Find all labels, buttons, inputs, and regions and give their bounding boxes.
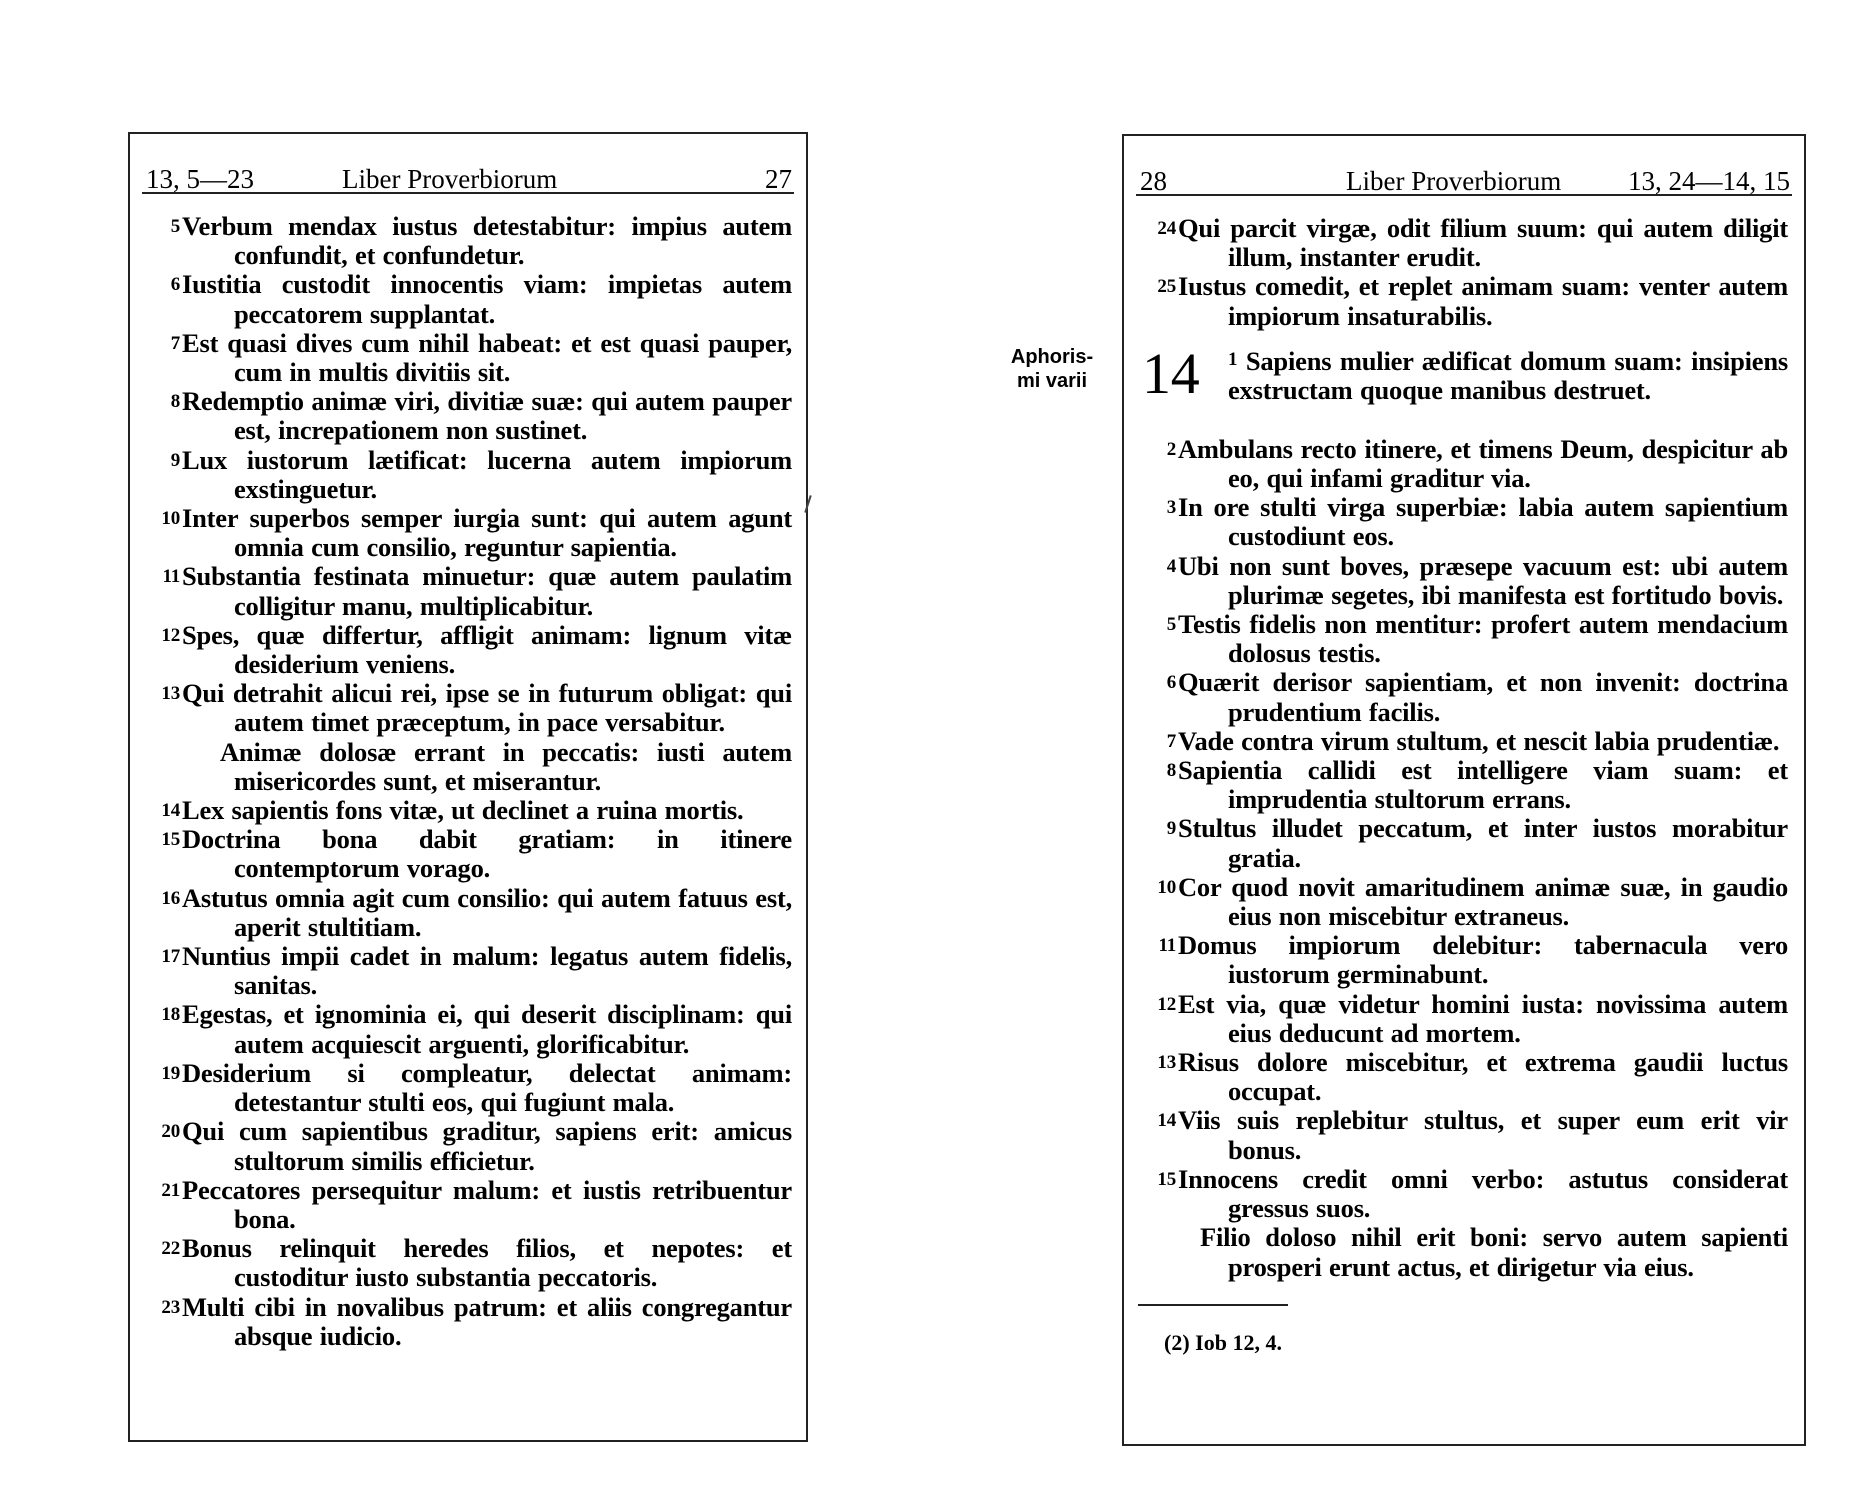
left-page-header (142, 148, 794, 194)
verse-number: 23 (161, 1296, 180, 1318)
verse (144, 621, 792, 679)
verse-number: 15 (1157, 1168, 1176, 1190)
verse-text: Bonus relinquit heredes filios, et nepotes: et custoditur iusto substantia peccatoris. (182, 1233, 792, 1293)
verse-text: Ambulans recto itinere, et timens Deum, despicitur ab eo, qui infami graditur via. (1178, 433, 1788, 494)
verse-text: Nuntius impii cadet in malum: legatus autem fidelis, sanitas. (182, 941, 792, 1001)
verse-text: In ore stulti virga superbiæ: labia autem sapientium custodiunt eos. (1178, 492, 1788, 552)
verse-text: Astutus omnia agit cum consilio: qui autem fatuus est, aperit stultitiam. (182, 882, 792, 942)
verse-number: 11 (162, 566, 180, 588)
right-header-title: Liber Proverbiorum (1346, 166, 1562, 196)
verse (1140, 435, 1788, 493)
verse-text: Peccatores persequitur malum: et iustis retribuentur bona. (182, 1174, 792, 1234)
verse-number: 15 (161, 829, 180, 851)
verse (1140, 1223, 1788, 1281)
verse-text: Iustus comedit, et replet animam suam: venter autem impiorum insaturabilis. (1178, 271, 1788, 331)
right-page-header (1136, 150, 1792, 196)
left-page-text (144, 212, 792, 1351)
verse (144, 212, 792, 270)
verse (144, 1293, 792, 1351)
verse-text: Viis suis replebitur stultus, et super eum erit vir bonus. (1178, 1105, 1788, 1165)
verse (1140, 668, 1788, 726)
verse (144, 679, 792, 737)
verse-text: Substantia festinata minuetur: quæ autem paulatim colligitur manu, multiplicabitur. (182, 561, 792, 621)
verse-number: 7 (170, 332, 180, 354)
verse-text: Qui detrahit alicui rei, ipse se in futurum obligat: qui autem timet præceptum, in pace versabitur. (182, 678, 792, 738)
verse-number: 5 (170, 216, 180, 237)
verse-text: Lux iustorum lætificat: lucerna autem impiorum exstinguetur. (182, 444, 792, 504)
right-page-number: 28 (1140, 166, 1167, 196)
verse-text: Spes, quæ differtur, affligit animam: lignum vitæ desiderium veniens. (182, 619, 792, 680)
verse-number: 22 (161, 1238, 180, 1260)
verse-number: 6 (1166, 672, 1176, 694)
right-header-reference: 13, 24—14, 15 (1628, 166, 1790, 196)
verses-before-chapter (1140, 214, 1788, 331)
right-page-text (1140, 214, 1788, 1282)
sidenote-line: mi varii (1016, 370, 1088, 392)
verse-number: 5 (1166, 614, 1176, 636)
verse (144, 884, 792, 942)
verse (144, 738, 792, 796)
verse-text: Iustitia custodit innocentis viam: impietas autem peccatorem supplantat. (182, 269, 792, 329)
verse (144, 825, 792, 883)
verse-text: Quærit derisor sapientiam, et non invenit: doctrina prudentium facilis. (1178, 667, 1788, 727)
verse-number: 18 (161, 1004, 180, 1026)
verse-number: 8 (1166, 760, 1176, 782)
verse-text: Est quasi dives cum nihil habeat: et est quasi pauper, cum in multis divitiis sit. (182, 327, 792, 388)
verse (1140, 552, 1788, 610)
verse (1140, 214, 1788, 272)
verse-text: Sapiens mulier ædificat domum suam: insipiens exstructam quoque manibus destruet. (1228, 345, 1788, 406)
verse (144, 270, 792, 328)
verse-text: Testis fidelis non mentitur: profert autem mendacium dolosus testis. (1178, 609, 1788, 669)
verse (1140, 873, 1788, 931)
verse-number: 9 (170, 449, 180, 471)
verse (144, 1000, 792, 1058)
verse (1140, 1165, 1788, 1223)
verse-number: 10 (161, 508, 180, 530)
footnote: (2) Iob 12, 4. (1164, 1330, 1282, 1355)
verse-number: 2 (1166, 438, 1176, 460)
verse (144, 446, 792, 504)
verse-number: 13 (1157, 1052, 1176, 1074)
verse-text: Qui cum sapientibus graditur, sapiens erit: amicus stultorum similis efficietur. (182, 1116, 792, 1176)
verse (144, 562, 792, 620)
verse-text: Animæ dolosæ errant in peccatis: iusti autem misericordes sunt, et miserantur. (220, 736, 792, 796)
verse-number: 7 (1166, 730, 1176, 752)
verse-number: 24 (1157, 218, 1176, 239)
left-page (128, 132, 808, 1442)
verse-text: Vade contra virum stultum, et nescit labia prudentiæ. (1178, 725, 1780, 756)
verse-text: Redemptio animæ viri, divitiæ suæ: qui autem pauper est, increpationem non sustinet. (182, 386, 792, 446)
verse-text: Innocens credit omni verbo: astutus considerat gressus suos. (1178, 1163, 1788, 1224)
left-header-reference: 13, 5—23 (146, 164, 254, 194)
verse (144, 387, 792, 445)
verse-number: 20 (161, 1121, 180, 1143)
right-page (1122, 134, 1806, 1446)
verse-text: Egestas, et ignominia ei, qui deserit disciplinam: qui autem acquiescit arguenti, glorificabitur. (182, 999, 792, 1059)
verse-number: 11 (1158, 935, 1176, 957)
verse (1140, 1048, 1788, 1106)
verse (144, 1234, 792, 1292)
verses-after-chapter (1140, 435, 1788, 1282)
verse (1140, 756, 1788, 814)
verse-text: Multi cibi in novalibus patrum: et aliis congregantur absque iudicio. (182, 1291, 792, 1351)
left-header-title: Liber Proverbiorum (342, 164, 558, 194)
verse-text: Lex sapientis fons vitæ, ut declinet a ruina mortis. (182, 795, 744, 826)
verse-text: Doctrina bona dabit gratiam: in itinere contemptorum vorago. (182, 824, 792, 884)
verse (144, 942, 792, 1000)
margin-sidenote (1002, 345, 1102, 393)
verse-number: 10 (1157, 876, 1176, 898)
verse (1140, 727, 1788, 756)
verse (144, 504, 792, 562)
verse-number: 8 (170, 391, 180, 413)
verse-number: 3 (1166, 497, 1176, 519)
verse (1140, 610, 1788, 668)
verse-number: 12 (1157, 993, 1176, 1015)
verse-number: 13 (161, 683, 180, 705)
verse (1140, 990, 1788, 1048)
verse-number: 9 (1166, 818, 1176, 840)
verse-number: 16 (161, 887, 180, 909)
verse-number: 14 (1157, 1110, 1176, 1132)
footnote-rule (1138, 1304, 1288, 1306)
verse-text: Qui parcit virgæ, odit filium suum: qui autem diligit illum, instanter erudit. (1178, 213, 1788, 273)
verse-text: Domus impiorum delebitur: tabernacula vero iustorum germinabunt. (1178, 930, 1788, 990)
verse (1140, 1106, 1788, 1164)
verse-number: 6 (170, 274, 180, 296)
verse-text: Stultus illudet peccatum, et inter iustos morabitur gratia. (1178, 813, 1788, 873)
chapter-start (1140, 340, 1788, 435)
verse-text: Risus dolore miscebitur, et extrema gaudii luctus occupat. (1178, 1047, 1788, 1107)
verse-number: 14 (161, 800, 180, 822)
verse-text: Filio doloso nihil erit boni: servo autem sapienti prosperi erunt actus, et dirigetur via eius. (1200, 1222, 1788, 1282)
verse (1140, 272, 1788, 330)
verse (144, 1117, 792, 1175)
chapter-number: 14 (1142, 340, 1200, 406)
left-page-number: 27 (765, 164, 792, 194)
verse-number: 25 (1157, 276, 1176, 298)
verse-text: Inter superbos semper iurgia sunt: qui autem agunt omnia cum consilio, reguntur sapientia. (182, 503, 792, 563)
verse-text: Verbum mendax iustus detestabitur: impius autem confundit, et confundetur. (182, 211, 792, 271)
verse-text: Desiderium si compleatur, delectat animam: detestantur stulti eos, qui fugiunt mala. (182, 1057, 792, 1118)
verse-number: 1 (1228, 348, 1238, 370)
verse (144, 329, 792, 387)
verse-number: 4 (1166, 555, 1176, 577)
verse (1140, 493, 1788, 551)
verse (1140, 814, 1788, 872)
verse (144, 1059, 792, 1117)
verse (1140, 931, 1788, 989)
verse-text: Est via, quæ videtur homini iusta: novissima autem eius deducunt ad mortem. (1178, 988, 1788, 1048)
verse (144, 1176, 792, 1234)
verse-number: 21 (161, 1179, 180, 1201)
verse-text: Ubi non sunt boves, præsepe vacuum est: ubi autem plurimæ segetes, ibi manifesta est fortitudo bovis. (1178, 550, 1788, 610)
verse-number: 19 (161, 1062, 180, 1084)
verse-text: Sapientia callidi est intelligere viam suam: et imprudentia stultorum errans. (1178, 755, 1788, 815)
verse-text: Cor quod novit amaritudinem animæ suæ, in gaudio eius non miscebitur extraneus. (1178, 871, 1788, 932)
sidenote-line: Aphoris- (1010, 346, 1094, 368)
verse (144, 796, 792, 825)
verse-number: 12 (161, 624, 180, 646)
verse-number: 17 (161, 946, 180, 968)
